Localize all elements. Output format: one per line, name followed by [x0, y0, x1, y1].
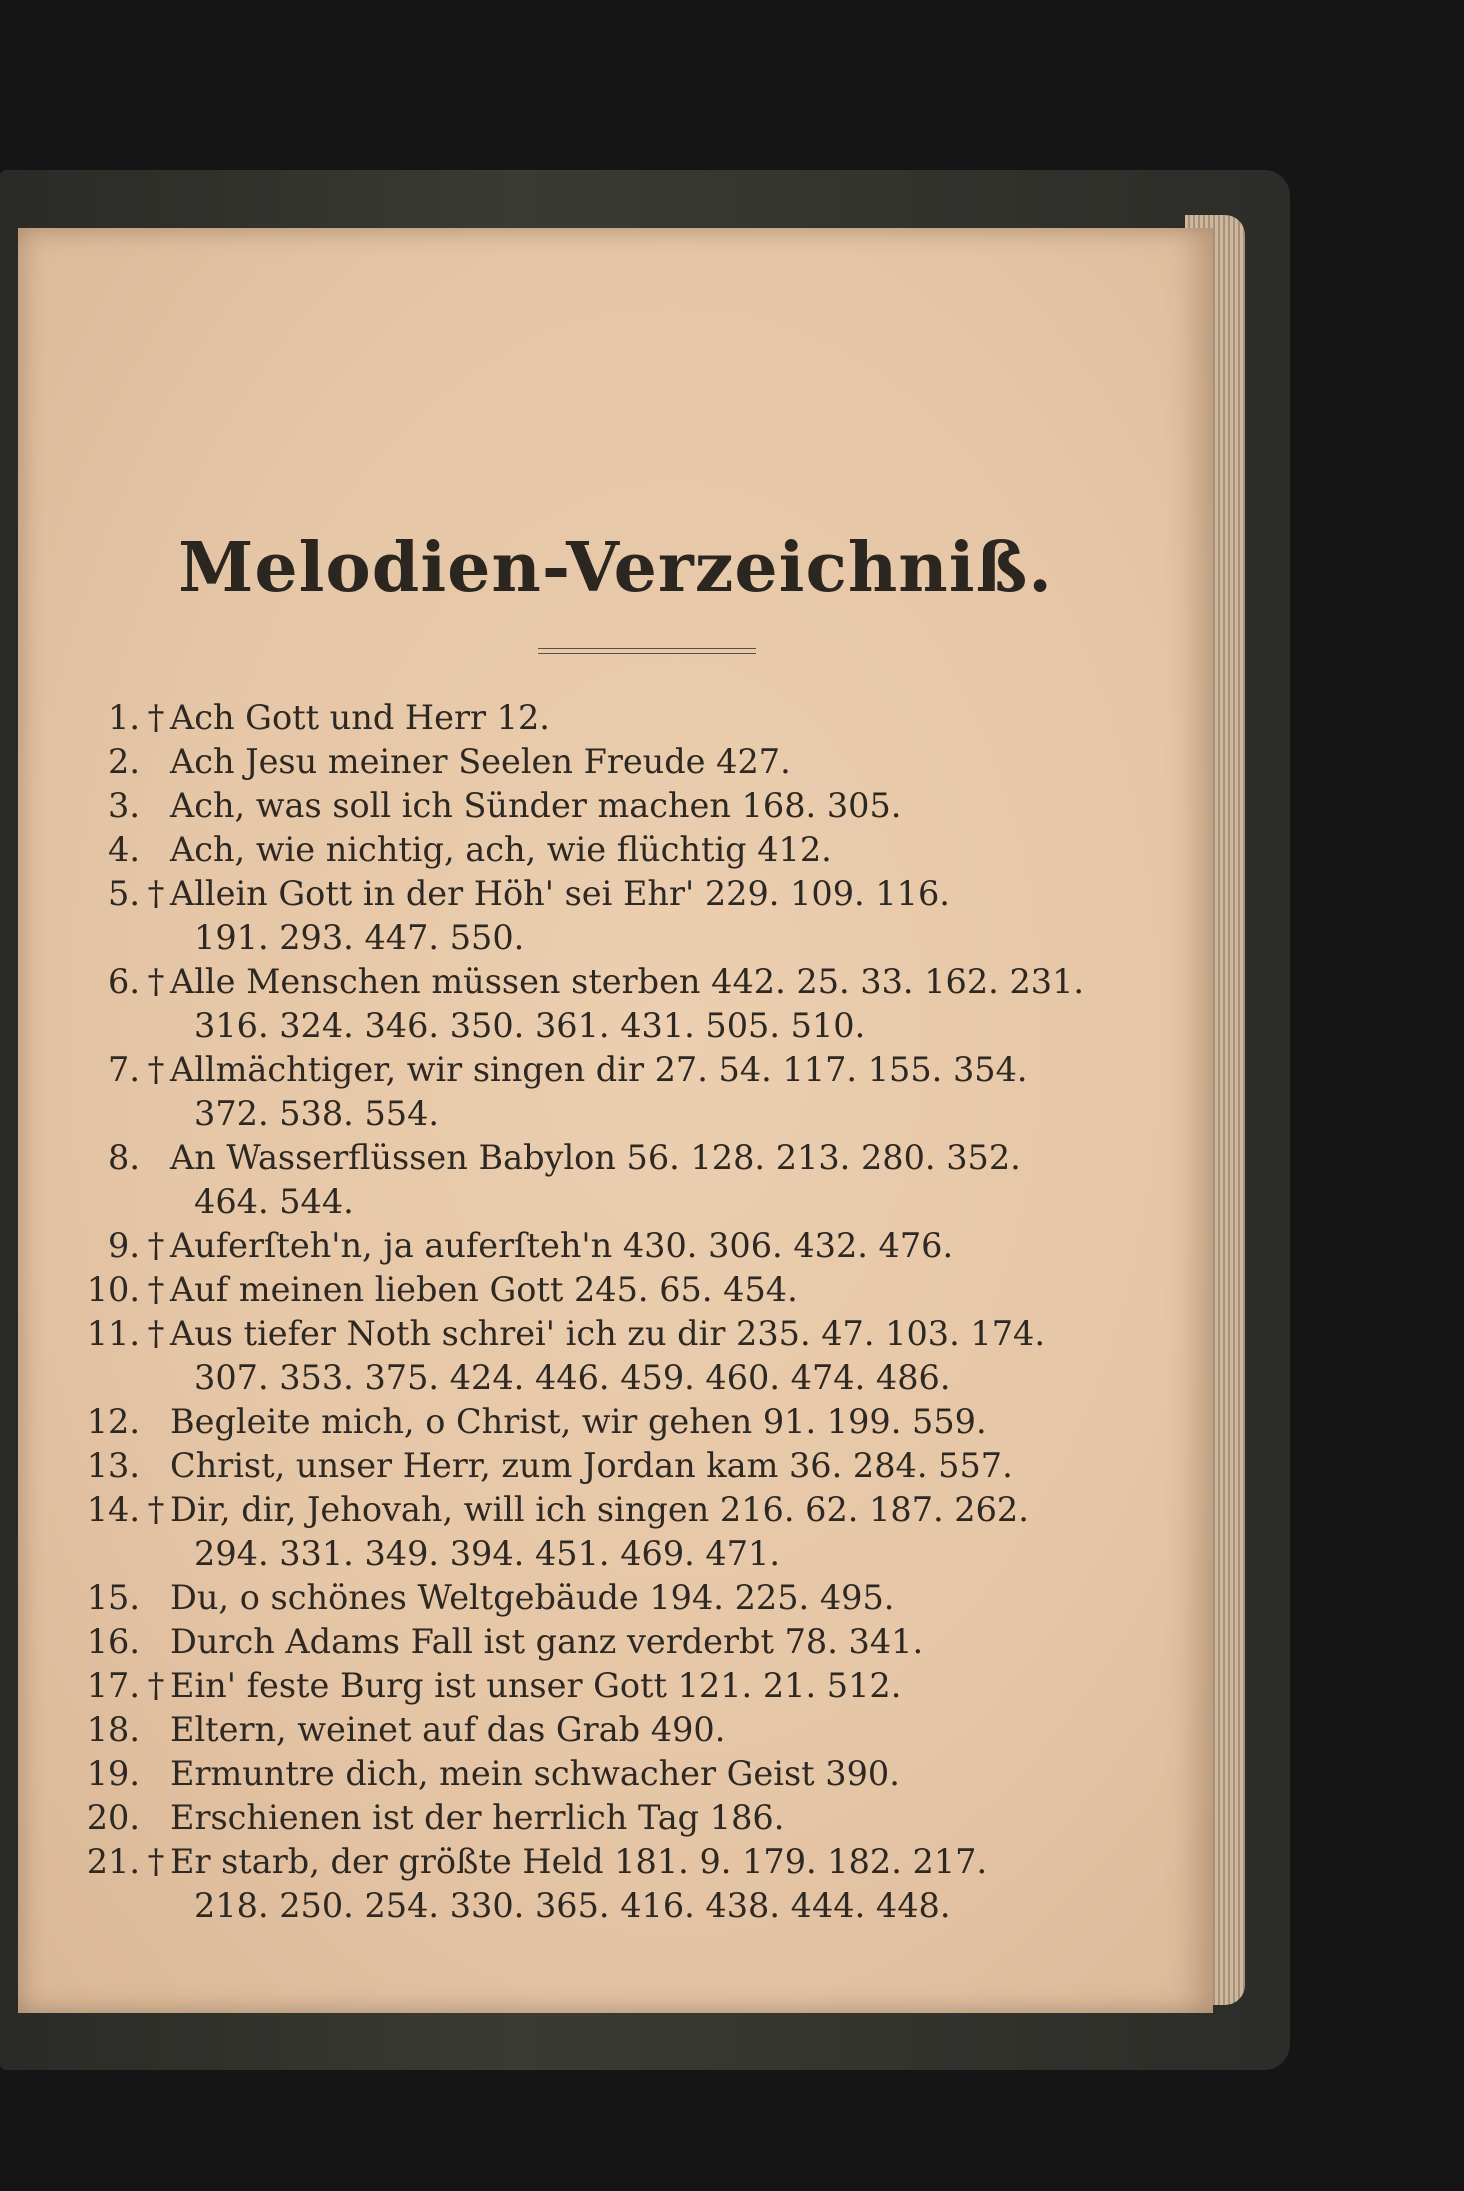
entry-text: 294. 331. 349. 394. 451. 469. 471. — [194, 1534, 781, 1573]
page-title: Melodien-Verzeichniß. — [178, 528, 1053, 608]
entry-text: An Wasserflüssen Babylon 56. 128. 213. 280. 352. — [170, 1138, 1021, 1177]
entry-text: Ermuntre dich, mein schwacher Geist 390. — [170, 1754, 900, 1793]
entry-text: Ach, wie nichtig, ach, wie flüchtig 412. — [170, 830, 832, 869]
entry-text: Ein' feste Burg ist unser Gott 121. 21. 512. — [170, 1666, 902, 1705]
dagger-mark: † — [147, 1050, 165, 1089]
entry-text: Ach Jesu meiner Seelen Freude 427. — [170, 742, 791, 781]
entry-number: 18. — [86, 1710, 140, 1749]
entry-text: Aus tiefer Noth schrei' ich zu dir 235. 47. 103. 174. — [170, 1314, 1045, 1353]
entry-text: Dir, dir, Jehovah, will ich singen 216. 62. 187. 262. — [170, 1490, 1029, 1529]
dagger-mark: † — [147, 1314, 165, 1353]
entry-number: 15. — [86, 1578, 140, 1617]
entry-text: Allein Gott in der Höh' sei Ehr' 229. 109. 116. — [170, 874, 950, 913]
entry-number: 20. — [86, 1798, 140, 1837]
entry-number: 3. — [108, 786, 140, 825]
entry-text: 218. 250. 254. 330. 365. 416. 438. 444. 448. — [194, 1886, 951, 1925]
entry-text: Auf meinen lieben Gott 245. 65. 454. — [170, 1270, 798, 1309]
entry-number: 13. — [86, 1446, 140, 1485]
entry-text: Eltern, weinet auf das Grab 490. — [170, 1710, 726, 1749]
book-page — [18, 228, 1213, 2013]
dagger-mark: † — [147, 1666, 165, 1705]
entry-number: 7. — [108, 1050, 140, 1089]
entry-text: Durch Adams Fall ist ganz verderbt 78. 341. — [170, 1622, 924, 1661]
entry-text: Allmächtiger, wir singen dir 27. 54. 117. 155. 354. — [170, 1050, 1028, 1089]
entry-number: 11. — [86, 1314, 140, 1353]
entry-text: 464. 544. — [194, 1182, 354, 1221]
dagger-mark: † — [147, 698, 165, 737]
entry-text: 372. 538. 554. — [194, 1094, 440, 1133]
dagger-mark: † — [147, 1270, 165, 1309]
entry-number: 6. — [108, 962, 140, 1001]
entry-number: 8. — [108, 1138, 140, 1177]
entry-text: Alle Menschen müssen sterben 442. 25. 33. 162. 231. — [170, 962, 1085, 1001]
title-rule — [538, 648, 756, 654]
entry-text: Christ, unser Herr, zum Jordan kam 36. 284. 557. — [170, 1446, 1013, 1485]
melody-index-list — [18, 698, 1213, 2138]
entry-text: 307. 353. 375. 424. 446. 459. 460. 474. 486. — [194, 1358, 951, 1397]
entry-text: Du, o schönes Weltgebäude 194. 225. 495. — [170, 1578, 895, 1617]
entry-number: 19. — [86, 1754, 140, 1793]
dagger-mark: † — [147, 1226, 165, 1265]
dagger-mark: † — [147, 1490, 165, 1529]
entry-text: Ach Gott und Herr 12. — [170, 698, 550, 737]
entry-text: Erschienen ist der herrlich Tag 186. — [170, 1798, 785, 1837]
entry-number: 14. — [86, 1490, 140, 1529]
entry-number: 5. — [108, 874, 140, 913]
entry-number: 1. — [108, 698, 140, 737]
entry-number: 9. — [108, 1226, 140, 1265]
entry-text: Begleite mich, o Christ, wir gehen 91. 199. 559. — [170, 1402, 987, 1441]
entry-number: 16. — [86, 1622, 140, 1661]
entry-number: 21. — [86, 1842, 140, 1881]
dagger-mark: † — [147, 962, 165, 1001]
entry-text: 191. 293. 447. 550. — [194, 918, 525, 957]
entry-number: 2. — [108, 742, 140, 781]
entry-text: 316. 324. 346. 350. 361. 431. 505. 510. — [194, 1006, 866, 1045]
entry-number: 4. — [108, 830, 140, 869]
entry-text: Er starb, der größte Held 181. 9. 179. 182. 217. — [170, 1842, 988, 1881]
dagger-mark: † — [147, 874, 165, 913]
dagger-mark: † — [147, 1842, 165, 1881]
entry-text: Auferſteh'n, ja auferſteh'n 430. 306. 432. 476. — [170, 1226, 954, 1265]
entry-text: Ach, was soll ich Sünder machen 168. 305. — [170, 786, 902, 825]
entry-number: 12. — [86, 1402, 140, 1441]
entry-number: 17. — [86, 1666, 140, 1705]
entry-number: 10. — [86, 1270, 140, 1309]
